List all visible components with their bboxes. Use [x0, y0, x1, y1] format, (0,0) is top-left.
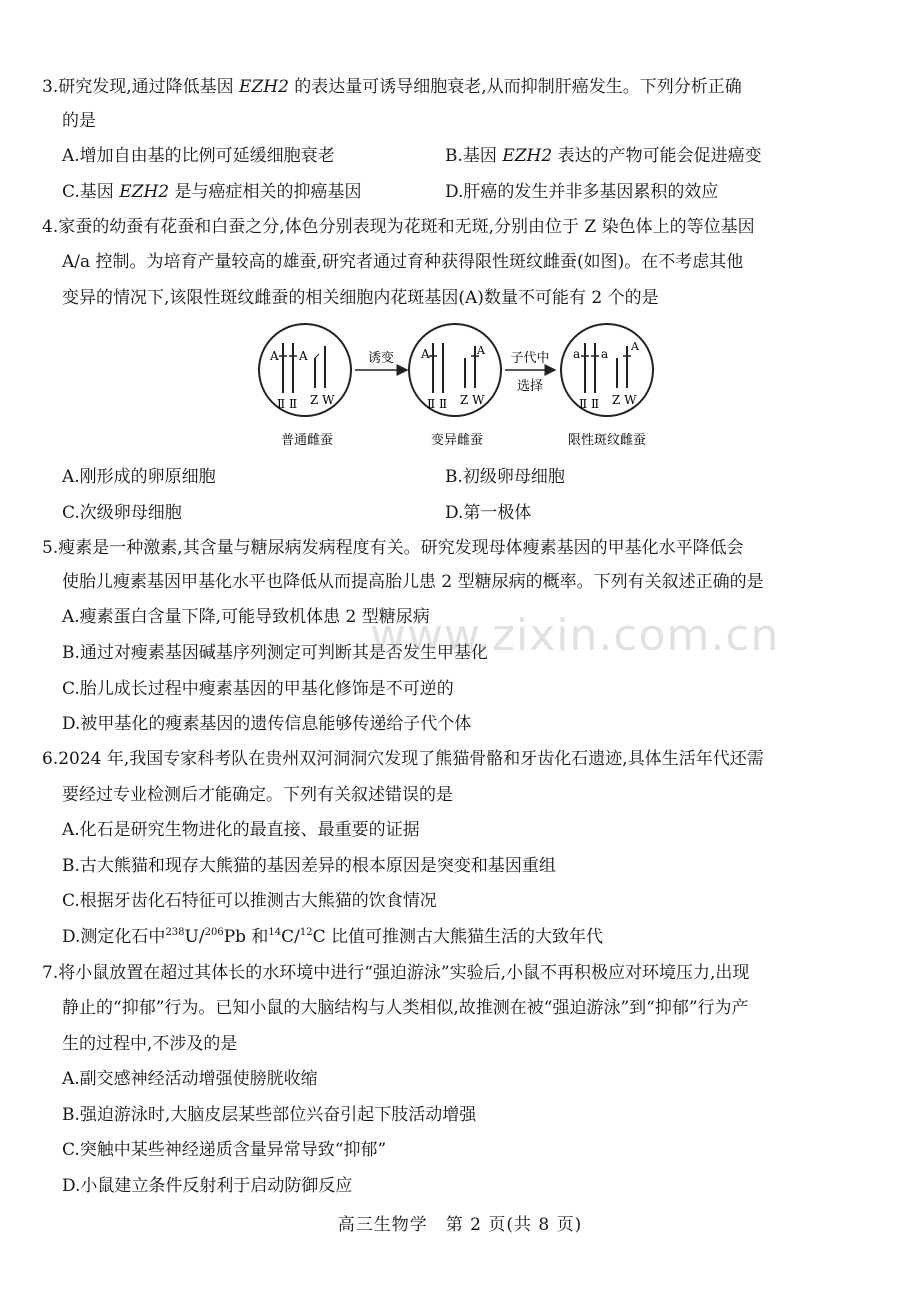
chrom-zw: Z W [612, 393, 637, 407]
q3-option-c-post: 是与癌症相关的抑癌基因 [169, 182, 362, 202]
chrom-zw: Z W [310, 393, 335, 407]
gene-A-label: A [477, 344, 485, 357]
gene-a-label: a [573, 347, 581, 361]
q3-gene: EZH2 [239, 77, 289, 97]
chrom-pair-ii: Ⅱ Ⅱ [579, 397, 600, 411]
q7-stem-line1: 7.将小鼠放置在超过其体长的水环境中进行“强迫游泳”实验后,小鼠不再积极应对环境压力,出现 [42, 963, 750, 983]
watermark: www.zixin.com.cn [370, 610, 780, 661]
q6-option-d [62, 926, 603, 948]
q5-option-a: A.瘦素蛋白含量下降,可能导致机体患 2 型糖尿病 [62, 607, 430, 627]
q3-stem-b: 的表达量可诱导细胞衰老,从而抑制肝癌发生。下列分析正确 [288, 77, 742, 97]
caption-mutant-female: 变异雌蚕 [430, 433, 484, 448]
q4-stem-line2: A/a 控制。为培育产量较高的雄蚕,研究者通过育种获得限性斑纹雌蚕(如图)。在不考虑其他 [62, 252, 744, 272]
cell-sex-limited-female [561, 324, 653, 416]
q6-option-d-part1: D.测定化石中 [62, 927, 166, 947]
q7-option-d: D.小鼠建立条件反射利于启动防御反应 [62, 1176, 353, 1196]
arrow-label-selection: 选择 [516, 379, 544, 394]
q3-option-b [445, 145, 762, 167]
gene-A-label: A [270, 349, 279, 363]
chrom-pair-ii: Ⅱ Ⅱ [277, 397, 298, 411]
q6-sup-14: 14 [268, 927, 282, 938]
q7-option-b: B.强迫游泳时,大脑皮层某些部位兴奋引起下肢活动增强 [62, 1105, 477, 1125]
caption-normal-female: 普通雌蚕 [280, 433, 334, 448]
silkworm-chromosome-figure [255, 318, 675, 453]
q6-stem-line1: 6.2024 年,我国专家科考队在贵州双河洞洞穴发现了熊猫骨骼和牙齿化石遗迹,具体生活年代还需 [42, 749, 764, 769]
q7-stem-line2: 静止的“抑郁”行为。已知小鼠的大脑结构与人类相似,故推测在被“强迫游泳”到“抑郁”行为产 [62, 998, 749, 1018]
q3-option-c [62, 181, 362, 203]
q5-option-c: C.胎儿成长过程中瘦素基因的甲基化修饰是不可逆的 [62, 679, 454, 699]
gene-A-label: A [631, 340, 639, 353]
q5-stem-line1: 5.瘦素是一种激素,其含量与糖尿病发病程度有关。研究发现母体瘦素基因的甲基化水平降低会 [42, 538, 744, 558]
caption-sex-limited-female: 限性斑纹雌蚕 [567, 433, 647, 448]
q6-option-d-part3: Pb 和 [223, 927, 269, 947]
q3-option-b-gene: EZH2 [502, 146, 553, 166]
q3-stem-a: 3.研究发现,通过降低基因 [42, 77, 240, 97]
q3-stem-line2: 的是 [62, 111, 96, 131]
cell-normal-female [259, 324, 351, 416]
cell-mutant-female [409, 324, 501, 416]
q6-stem-line2: 要经过专业检测后才能确定。下列有关叙述错误的是 [62, 785, 453, 805]
q3-option-d: D.肝癌的发生并非多基因累积的效应 [445, 182, 719, 202]
q6-option-a: A.化石是研究生物进化的最直接、最重要的证据 [62, 820, 420, 840]
q6-option-d-part5: C 比值可推测古大熊猫生活的大致年代 [312, 927, 604, 947]
q4-option-c: C.次级卵母细胞 [62, 503, 182, 523]
q6-option-b: B.古大熊猫和现存大熊猫的基因差异的根本原因是突变和基因重组 [62, 856, 556, 876]
q6-sup-12: 12 [299, 927, 313, 938]
arrow-label-offspring: 子代中 [510, 351, 550, 366]
q4-stem-line1: 4.家蚕的幼蚕有花蚕和白蚕之分,体色分别表现为花斑和无斑,分别由位于 Z 染色体上的等位基因 [42, 217, 755, 237]
q4-stem-line3: 变异的情况下,该限性斑纹雌蚕的相关细胞内花斑基因(A)数量不可能有 2 个的是 [62, 288, 659, 308]
q3-option-c-gene: EZH2 [119, 182, 170, 202]
q3-option-b-pre: B.基因 [445, 146, 503, 166]
q4-option-b: B.初级卵母细胞 [445, 467, 565, 487]
q7-option-a: A.副交感神经活动增强使膀胱收缩 [62, 1069, 318, 1089]
q3-option-a: A.增加自由基的比例可延缓细胞衰老 [62, 146, 335, 166]
q6-option-d-part2: U/ [184, 927, 205, 947]
q3-option-b-post: 表达的产物可能会促进癌变 [552, 146, 762, 166]
q6-option-d-part4: C/ [281, 927, 300, 947]
q3-stem [42, 76, 742, 98]
q6-sup-206: 206 [204, 927, 224, 938]
gene-A-label: A [421, 347, 430, 361]
chrom-pair-ii: Ⅱ Ⅱ [427, 397, 448, 411]
q4-option-a: A.刚形成的卵原细胞 [62, 467, 216, 487]
q3-option-c-pre: C.基因 [62, 182, 120, 202]
arrow-label-mutagenesis: 诱变 [367, 351, 395, 366]
q5-stem-line2: 使胎儿瘦素基因甲基化水平也降低从而提高胎儿患 2 型糖尿病的概率。下列有关叙述正确的是 [62, 572, 764, 592]
gene-A-label: A [299, 349, 308, 363]
q5-option-d: D.被甲基化的瘦素基因的遗传信息能够传递给子代个体 [62, 714, 472, 734]
q7-stem-line3: 生的过程中,不涉及的是 [62, 1034, 238, 1054]
q4-option-d: D.第一极体 [445, 503, 532, 523]
q7-option-c: C.突触中某些神经递质含量异常导致“抑郁” [62, 1140, 387, 1160]
gene-a-label: a [601, 347, 609, 361]
q6-option-c: C.根据牙齿化石特征可以推测古大熊猫的饮食情况 [62, 891, 437, 911]
q6-sup-238: 238 [165, 927, 185, 938]
page-footer: 高三生物学 第 2 页(共 8 页) [337, 1215, 583, 1235]
q5-option-b: B.通过对瘦素基因碱基序列测定可判断其是否发生甲基化 [62, 643, 488, 663]
chrom-zw: Z W [460, 393, 485, 407]
